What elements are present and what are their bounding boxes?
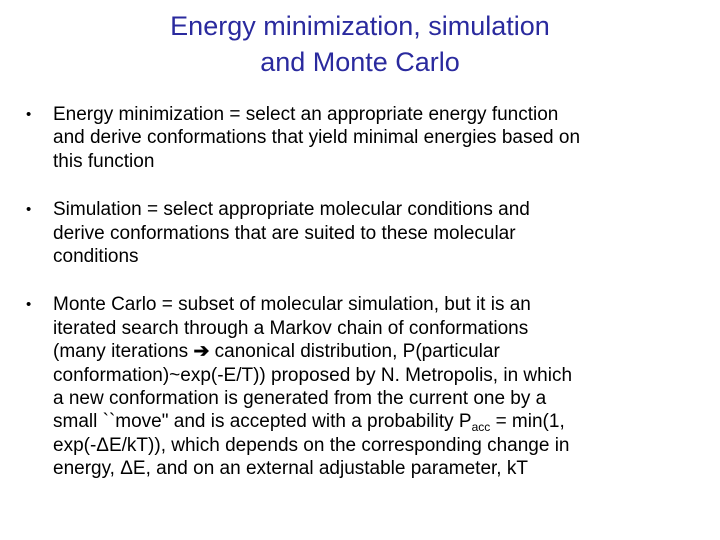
bullet-line: this function bbox=[53, 150, 155, 172]
bullet-line: a new conformation is generated from the current one by a bbox=[53, 388, 547, 410]
bullet-text: (many iterations bbox=[53, 341, 189, 363]
bullet-line: conditions bbox=[53, 246, 139, 268]
subscript-acc: acc bbox=[471, 420, 491, 435]
bullet-line: derive conformations that are suited to these molecular bbox=[53, 222, 516, 244]
bullet-monte-carlo bbox=[26, 293, 716, 480]
bullet-list bbox=[26, 103, 716, 481]
bullet-line: and derive conformations that yield minimal energies based on bbox=[53, 127, 581, 149]
bullet-dot-icon: • bbox=[26, 106, 32, 123]
bullet-line: exp(-ΔE/kT)), which depends on the corresponding change in bbox=[53, 434, 570, 456]
bullet-dot-icon: • bbox=[26, 201, 32, 219]
slide-title bbox=[0, 8, 720, 80]
bullet-text: = min(1, bbox=[495, 411, 565, 433]
bullet-line: Monte Carlo = subset of molecular simulation, but it is an bbox=[53, 294, 531, 316]
slide-title-line-1: Energy minimization, simulation bbox=[170, 11, 550, 41]
bullet-line: energy, ΔE, and on an external adjustable parameter, kT bbox=[53, 458, 528, 480]
bullet-text: canonical distribution, P(particular bbox=[214, 341, 500, 363]
bullet-line: iterated search through a Markov chain of conformations bbox=[53, 317, 529, 339]
bullet-simulation bbox=[26, 198, 716, 268]
bullet-line: conformation)~exp(-E/T)) proposed by N. Metropolis, in which bbox=[53, 364, 573, 386]
bullet-line: Simulation = select appropriate molecular conditions and bbox=[53, 199, 530, 221]
bullet-line: Energy minimization = select an appropriate energy function bbox=[53, 104, 559, 125]
bullet-energy-minimization bbox=[26, 103, 716, 173]
bullet-line bbox=[53, 340, 716, 363]
slide-title-line-2: and Monte Carlo bbox=[260, 47, 460, 77]
bullet-line bbox=[53, 410, 716, 433]
bullet-text: small ``move" and is accepted with a probability P bbox=[53, 411, 472, 433]
right-arrow-icon: ➔ bbox=[193, 341, 210, 363]
bullet-dot-icon: • bbox=[26, 296, 32, 314]
